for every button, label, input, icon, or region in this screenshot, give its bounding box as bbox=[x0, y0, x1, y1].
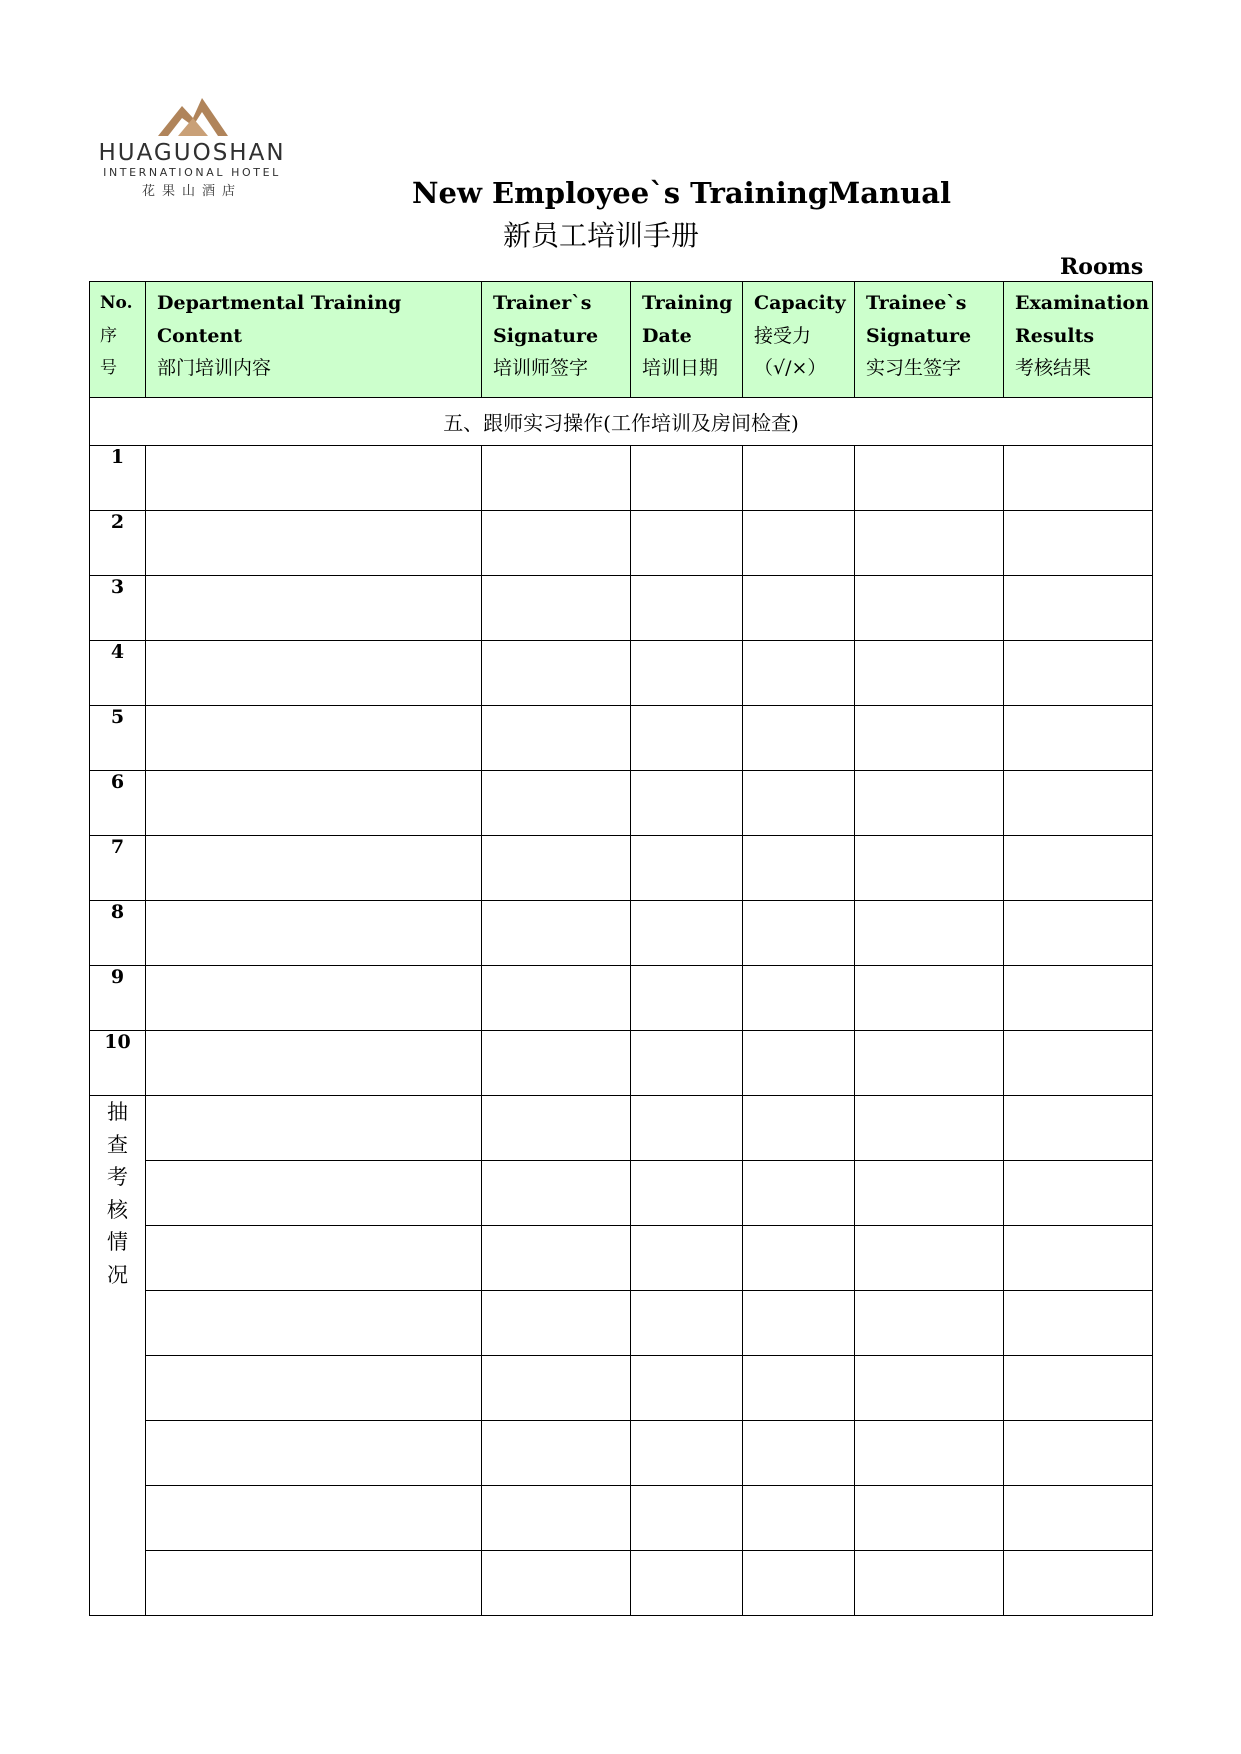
training-date-cell[interactable] bbox=[631, 901, 743, 966]
trainer-signature-cell[interactable] bbox=[482, 966, 631, 1031]
trainer-signature-cell[interactable] bbox=[482, 446, 631, 511]
content-cell[interactable] bbox=[146, 511, 482, 576]
header-trainee-en-1: Trainee`s bbox=[866, 292, 967, 314]
check-content-cell[interactable] bbox=[146, 1226, 482, 1291]
row-number: 9 bbox=[90, 966, 146, 1031]
trainer-signature-cell[interactable] bbox=[482, 1096, 631, 1161]
header-capacity-marks: （√/×） bbox=[754, 357, 827, 379]
header-trainee-en-2: Signature bbox=[866, 324, 972, 347]
trainee-signature-cell[interactable] bbox=[855, 1161, 1004, 1226]
capacity-cell[interactable] bbox=[743, 1031, 855, 1096]
training-date-cell[interactable] bbox=[631, 836, 743, 901]
row-number: 3 bbox=[90, 576, 146, 641]
capacity-cell[interactable] bbox=[743, 1291, 855, 1356]
trainee-signature-cell[interactable] bbox=[855, 641, 1004, 706]
header-exam-en-1: Examination bbox=[1015, 292, 1150, 314]
table-row bbox=[90, 576, 1153, 641]
row-number: 5 bbox=[90, 706, 146, 771]
header-no-en: No. bbox=[100, 293, 133, 313]
content-cell[interactable] bbox=[146, 446, 482, 511]
training-date-cell[interactable] bbox=[631, 641, 743, 706]
content-cell[interactable] bbox=[146, 706, 482, 771]
row-number: 1 bbox=[90, 446, 146, 511]
table-row bbox=[90, 836, 1153, 901]
trainer-signature-cell[interactable] bbox=[482, 1161, 631, 1226]
logo-chinese-name: 花果山酒店 bbox=[141, 184, 242, 199]
header-date-en-2: Date bbox=[642, 324, 692, 347]
check-row bbox=[90, 1486, 1153, 1551]
content-cell[interactable] bbox=[146, 641, 482, 706]
check-row bbox=[90, 1096, 1153, 1161]
trainer-signature-cell[interactable] bbox=[482, 1226, 631, 1291]
training-date-cell[interactable] bbox=[631, 1551, 743, 1616]
content-cell[interactable] bbox=[146, 576, 482, 641]
trainer-signature-cell[interactable] bbox=[482, 1486, 631, 1551]
trainer-signature-cell[interactable] bbox=[482, 1551, 631, 1616]
content-cell[interactable] bbox=[146, 1031, 482, 1096]
capacity-cell[interactable] bbox=[743, 641, 855, 706]
check-content-cell[interactable] bbox=[146, 1551, 482, 1616]
check-row bbox=[90, 1551, 1153, 1616]
capacity-cell[interactable] bbox=[743, 836, 855, 901]
trainee-signature-cell[interactable] bbox=[855, 1226, 1004, 1291]
capacity-cell[interactable] bbox=[743, 901, 855, 966]
spot-check-char: 考 bbox=[107, 1165, 128, 1189]
title-english: New Employee`s TrainingManual bbox=[412, 176, 952, 210]
spot-check-char: 抽 bbox=[107, 1100, 128, 1124]
header-capacity-en: Capacity bbox=[754, 292, 846, 314]
training-date-cell[interactable] bbox=[631, 1031, 743, 1096]
header-date-en-1: Training bbox=[642, 292, 733, 314]
check-row bbox=[90, 1291, 1153, 1356]
trainer-signature-cell[interactable] bbox=[482, 1291, 631, 1356]
header-date-cn: 培训日期 bbox=[642, 357, 719, 379]
logo-mountain-inner bbox=[178, 118, 208, 136]
department-label: Rooms bbox=[1060, 254, 1144, 280]
exam-result-cell[interactable] bbox=[1004, 1356, 1153, 1421]
exam-result-cell[interactable] bbox=[1004, 446, 1153, 511]
check-row bbox=[90, 1421, 1153, 1486]
header-training-date bbox=[631, 282, 743, 398]
training-date-cell[interactable] bbox=[631, 446, 743, 511]
trainer-signature-cell[interactable] bbox=[482, 706, 631, 771]
row-number: 4 bbox=[90, 641, 146, 706]
header-trainer-en-2: Signature bbox=[493, 324, 599, 347]
trainer-signature-cell[interactable] bbox=[482, 576, 631, 641]
exam-result-cell[interactable] bbox=[1004, 1031, 1153, 1096]
check-content-cell[interactable] bbox=[146, 1096, 482, 1161]
row-number: 10 bbox=[90, 1031, 146, 1096]
check-row bbox=[90, 1226, 1153, 1291]
capacity-cell[interactable] bbox=[743, 771, 855, 836]
capacity-cell[interactable] bbox=[743, 1551, 855, 1616]
header-capacity-cn: 接受力 bbox=[754, 324, 812, 347]
hotel-logo bbox=[92, 98, 302, 198]
spot-check-char: 情 bbox=[107, 1230, 128, 1254]
capacity-cell[interactable] bbox=[743, 1161, 855, 1226]
check-row bbox=[90, 1356, 1153, 1421]
header-content-en: Departmental Training Content bbox=[157, 292, 402, 347]
header-exam-cn: 考核结果 bbox=[1015, 357, 1092, 379]
header-trainee-signature bbox=[855, 282, 1004, 398]
trainer-signature-cell[interactable] bbox=[482, 1421, 631, 1486]
trainee-signature-cell[interactable] bbox=[855, 576, 1004, 641]
table-row bbox=[90, 1031, 1153, 1096]
training-date-cell[interactable] bbox=[631, 706, 743, 771]
check-row bbox=[90, 1161, 1153, 1226]
content-cell[interactable] bbox=[146, 901, 482, 966]
header-no bbox=[90, 282, 146, 398]
trainee-signature-cell[interactable] bbox=[855, 901, 1004, 966]
training-date-cell[interactable] bbox=[631, 1421, 743, 1486]
content-cell[interactable] bbox=[146, 966, 482, 1031]
spot-check-char: 核 bbox=[107, 1197, 128, 1222]
training-date-cell[interactable] bbox=[631, 1356, 743, 1421]
trainee-signature-cell[interactable] bbox=[855, 1356, 1004, 1421]
capacity-cell[interactable] bbox=[743, 1486, 855, 1551]
exam-result-cell[interactable] bbox=[1004, 576, 1153, 641]
header-no-cn-2: 号 bbox=[100, 358, 117, 378]
exam-result-cell[interactable] bbox=[1004, 641, 1153, 706]
trainee-signature-cell[interactable] bbox=[855, 446, 1004, 511]
table-row bbox=[90, 446, 1153, 511]
training-table bbox=[89, 281, 1153, 1616]
trainee-signature-cell[interactable] bbox=[855, 1031, 1004, 1096]
capacity-cell[interactable] bbox=[743, 511, 855, 576]
trainee-signature-cell[interactable] bbox=[855, 1421, 1004, 1486]
capacity-cell[interactable] bbox=[743, 966, 855, 1031]
trainee-signature-cell[interactable] bbox=[855, 1551, 1004, 1616]
check-content-cell[interactable] bbox=[146, 1486, 482, 1551]
exam-result-cell[interactable] bbox=[1004, 966, 1153, 1031]
training-date-cell[interactable] bbox=[631, 1096, 743, 1161]
row-number: 6 bbox=[90, 771, 146, 836]
training-date-cell[interactable] bbox=[631, 1161, 743, 1226]
trainee-signature-cell[interactable] bbox=[855, 836, 1004, 901]
exam-result-cell[interactable] bbox=[1004, 836, 1153, 901]
training-date-cell[interactable] bbox=[631, 1226, 743, 1291]
trainee-signature-cell[interactable] bbox=[855, 1096, 1004, 1161]
trainer-signature-cell[interactable] bbox=[482, 836, 631, 901]
trainee-signature-cell[interactable] bbox=[855, 706, 1004, 771]
section-title: 五、跟师实习操作(工作培训及房间检查) bbox=[90, 398, 1153, 446]
spot-check-label bbox=[90, 1096, 146, 1616]
check-content-cell[interactable] bbox=[146, 1161, 482, 1226]
row-number: 8 bbox=[90, 901, 146, 966]
capacity-cell[interactable] bbox=[743, 446, 855, 511]
trainer-signature-cell[interactable] bbox=[482, 901, 631, 966]
table-row bbox=[90, 771, 1153, 836]
trainee-signature-cell[interactable] bbox=[855, 771, 1004, 836]
trainee-signature-cell[interactable] bbox=[855, 966, 1004, 1031]
exam-result-cell[interactable] bbox=[1004, 706, 1153, 771]
header-no-cn-1: 序 bbox=[100, 325, 117, 346]
trainer-signature-cell[interactable] bbox=[482, 1356, 631, 1421]
row-number: 2 bbox=[90, 511, 146, 576]
mountain-logo-icon bbox=[158, 98, 228, 136]
capacity-cell[interactable] bbox=[743, 1356, 855, 1421]
check-content-cell[interactable] bbox=[146, 1356, 482, 1421]
section-row bbox=[90, 398, 1153, 446]
exam-result-cell[interactable] bbox=[1004, 1161, 1153, 1226]
trainee-signature-cell[interactable] bbox=[855, 511, 1004, 576]
header-trainer-signature bbox=[482, 282, 631, 398]
header-exam-en-2: Results bbox=[1015, 324, 1095, 347]
exam-result-cell[interactable] bbox=[1004, 771, 1153, 836]
trainee-signature-cell[interactable] bbox=[855, 1291, 1004, 1356]
trainer-signature-cell[interactable] bbox=[482, 771, 631, 836]
table-row bbox=[90, 641, 1153, 706]
table-row bbox=[90, 511, 1153, 576]
capacity-cell[interactable] bbox=[743, 706, 855, 771]
spot-check-char: 查 bbox=[107, 1132, 128, 1157]
exam-result-cell[interactable] bbox=[1004, 1551, 1153, 1616]
content-cell[interactable] bbox=[146, 771, 482, 836]
training-date-cell[interactable] bbox=[631, 771, 743, 836]
row-number: 7 bbox=[90, 836, 146, 901]
capacity-cell[interactable] bbox=[743, 1096, 855, 1161]
exam-result-cell[interactable] bbox=[1004, 511, 1153, 576]
spot-check-char: 况 bbox=[107, 1262, 128, 1287]
exam-result-cell[interactable] bbox=[1004, 901, 1153, 966]
header-capacity bbox=[743, 282, 855, 398]
trainer-signature-cell[interactable] bbox=[482, 511, 631, 576]
training-date-cell[interactable] bbox=[631, 1486, 743, 1551]
check-content-cell[interactable] bbox=[146, 1421, 482, 1486]
training-date-cell[interactable] bbox=[631, 1291, 743, 1356]
training-date-cell[interactable] bbox=[631, 511, 743, 576]
capacity-cell[interactable] bbox=[743, 1421, 855, 1486]
trainer-signature-cell[interactable] bbox=[482, 1031, 631, 1096]
check-content-cell[interactable] bbox=[146, 1291, 482, 1356]
header-row bbox=[90, 282, 1153, 398]
trainer-signature-cell[interactable] bbox=[482, 641, 631, 706]
header-content-cn: 部门培训内容 bbox=[157, 357, 272, 379]
training-date-cell[interactable] bbox=[631, 966, 743, 1031]
table-row bbox=[90, 966, 1153, 1031]
exam-result-cell[interactable] bbox=[1004, 1226, 1153, 1291]
training-date-cell[interactable] bbox=[631, 576, 743, 641]
exam-result-cell[interactable] bbox=[1004, 1096, 1153, 1161]
header-exam-results bbox=[1004, 282, 1153, 398]
header-trainer-cn: 培训师签字 bbox=[493, 357, 589, 379]
table-row bbox=[90, 901, 1153, 966]
title-chinese: 新员工培训手册 bbox=[503, 219, 700, 252]
header-trainee-cn: 实习生签字 bbox=[866, 357, 962, 379]
exam-result-cell[interactable] bbox=[1004, 1291, 1153, 1356]
trainee-signature-cell[interactable] bbox=[855, 1486, 1004, 1551]
header-trainer-en-1: Trainer`s bbox=[493, 292, 592, 314]
content-cell[interactable] bbox=[146, 836, 482, 901]
table-row bbox=[90, 706, 1153, 771]
capacity-cell[interactable] bbox=[743, 576, 855, 641]
exam-result-cell[interactable] bbox=[1004, 1486, 1153, 1551]
exam-result-cell[interactable] bbox=[1004, 1421, 1153, 1486]
logo-subtitle: INTERNATIONAL HOTEL bbox=[103, 166, 281, 179]
header-content bbox=[146, 282, 482, 398]
logo-name: HUAGUOSHAN bbox=[98, 140, 286, 166]
capacity-cell[interactable] bbox=[743, 1226, 855, 1291]
